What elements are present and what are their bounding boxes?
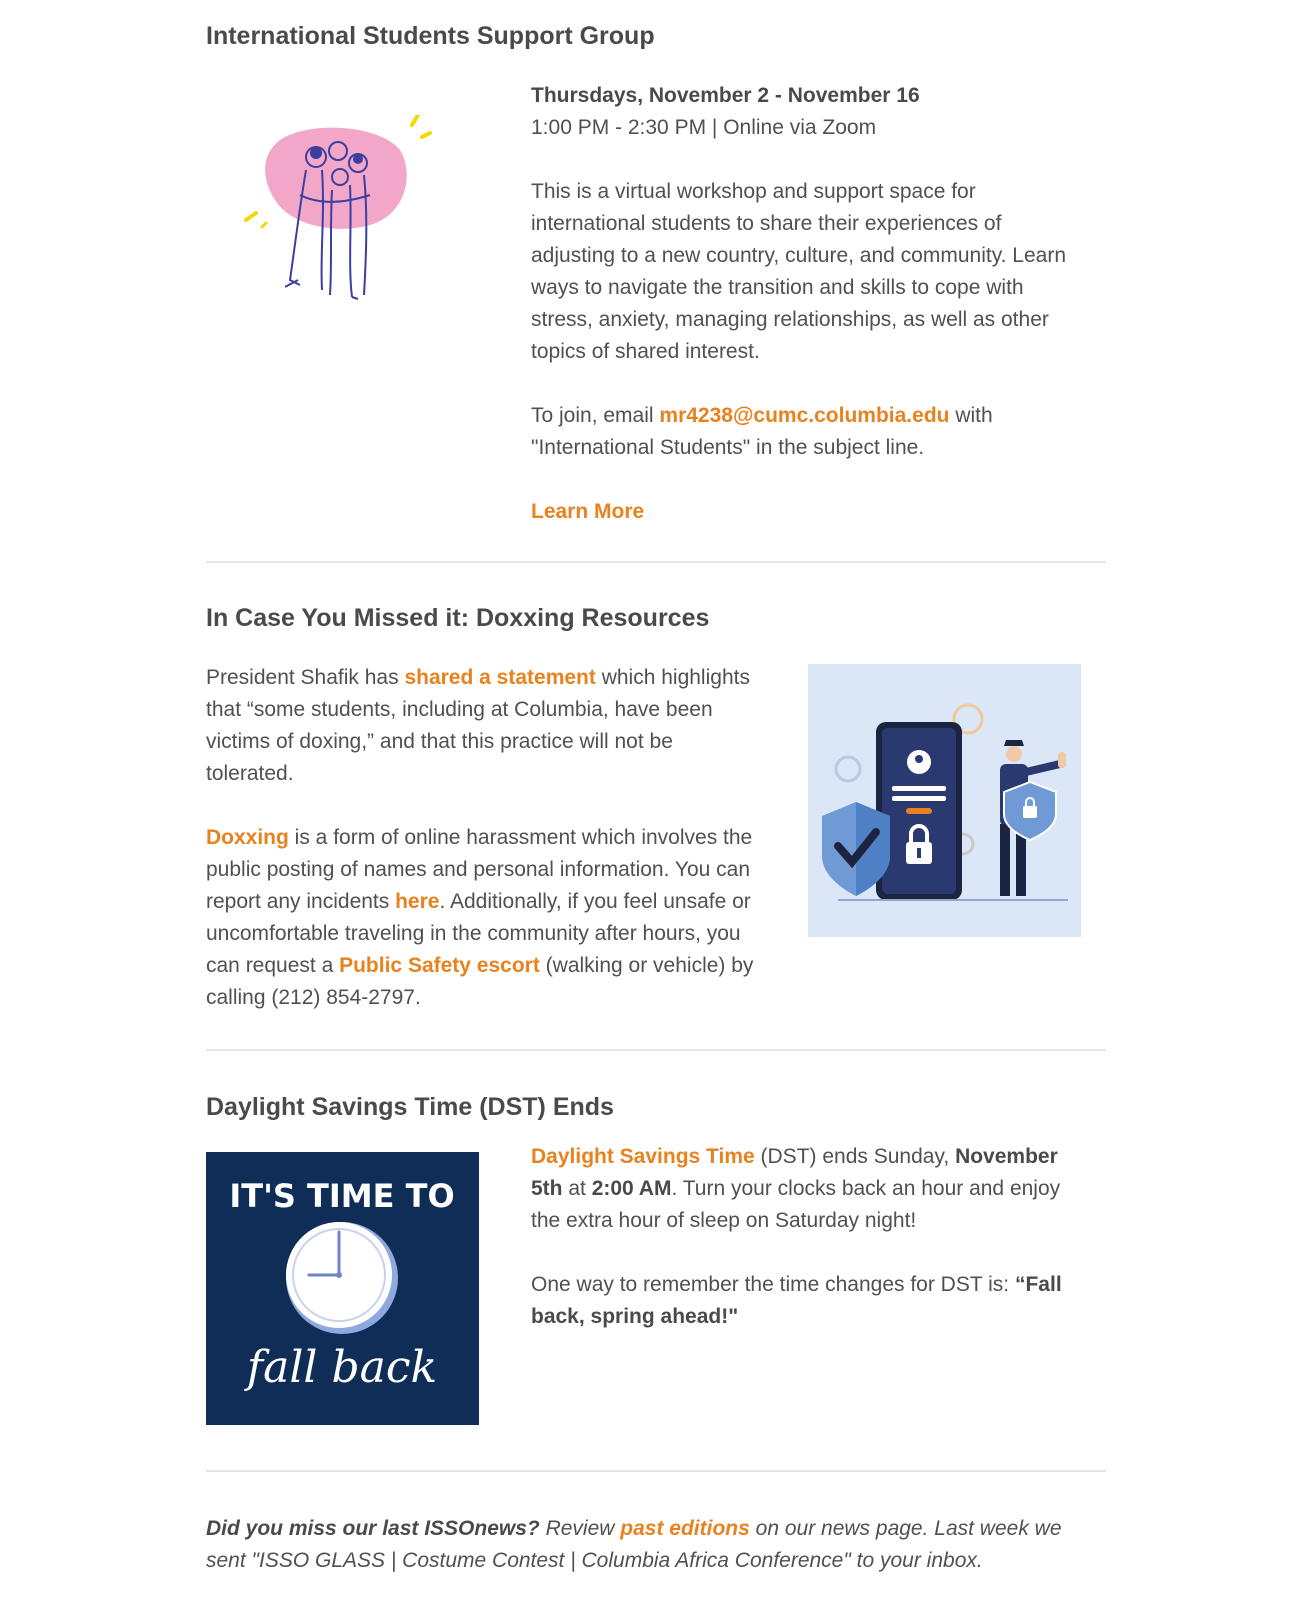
dst-paragraph-1: Daylight Savings Time (DST) ends Sunday, November 5th at 2:00 AM. Turn your clocks back an hour and enjoy the extra hour of sleep on Saturday night! [531,1145,1061,1232]
intl-time: 1:00 PM - 2:30 PM | Online via Zoom [531,116,877,139]
doxxing-link[interactable]: Doxxing [206,826,289,849]
divider [206,1470,1106,1472]
dst-paragraph-2: One way to remember the time changes for DST is: “Fall back, spring ahead!" [531,1273,1062,1328]
doxxing-paragraph-2: Doxxing is a form of online harassment which involves the public posting of names and personal information. You can report any incidents here. Additionally, if you feel unsafe or uncomfortable traveling in the community after hours, you can request a Public Safety escort (walking or vehicle) by calling (212) 854-2797. [206,826,754,1009]
intl-section-title: International Students Support Group [206,22,655,50]
intl-date: Thursdays, November 2 - November 16 [531,84,920,107]
students-group-illustration [240,115,450,355]
fall-back-image-headline: IT'S TIME TO [229,1177,455,1215]
doxxing-paragraph-1: President Shafik has shared a statement which highlights that “some students, including at Columbia, have been victims of doxing,” and that this practice will not be tolerated. [206,666,750,785]
divider [206,1049,1106,1051]
report-here-link[interactable]: here [395,890,440,913]
divider [206,561,1106,563]
learn-more-link[interactable]: Learn More [531,500,645,523]
doxxing-text [206,662,766,1014]
statement-link[interactable]: shared a statement [404,666,596,689]
doxxing-section-title: In Case You Missed it: Doxxing Resources [206,604,710,632]
fall-back-image-script: fall back [246,1342,438,1393]
public-safety-escort-link[interactable]: Public Safety escort [339,954,540,977]
intl-text [531,80,1091,528]
past-editions-link[interactable]: past editions [620,1517,750,1540]
dst-text [531,1141,1091,1333]
intl-email-link[interactable]: mr4238@cumc.columbia.edu [659,404,950,427]
intl-join-text: To join, email mr4238@cumc.columbia.edu with "International Students" in the subject line. [531,404,993,459]
footer-note: Did you miss our last ISSOnews? Review past editions on our news page. Last week we sent "ISSO GLASS | Costume Contest | Columbia Africa Conference" to your inbox. [206,1517,1062,1572]
footer-question: Did you miss our last ISSOnews? [206,1517,540,1540]
intl-description: This is a virtual workshop and support space for international students to share their experiences of adjusting to a new country, culture, and community. Learn ways to navigate the transition and skills to cope with stress, anxiety, managing relationships, as well as other topics of shared interest. [531,180,1067,363]
fall-back-image [206,1152,479,1425]
dst-section-title: Daylight Savings Time (DST) Ends [206,1093,614,1121]
doxxing-security-illustration [808,664,1081,937]
dst-link[interactable]: Daylight Savings Time [531,1145,755,1168]
